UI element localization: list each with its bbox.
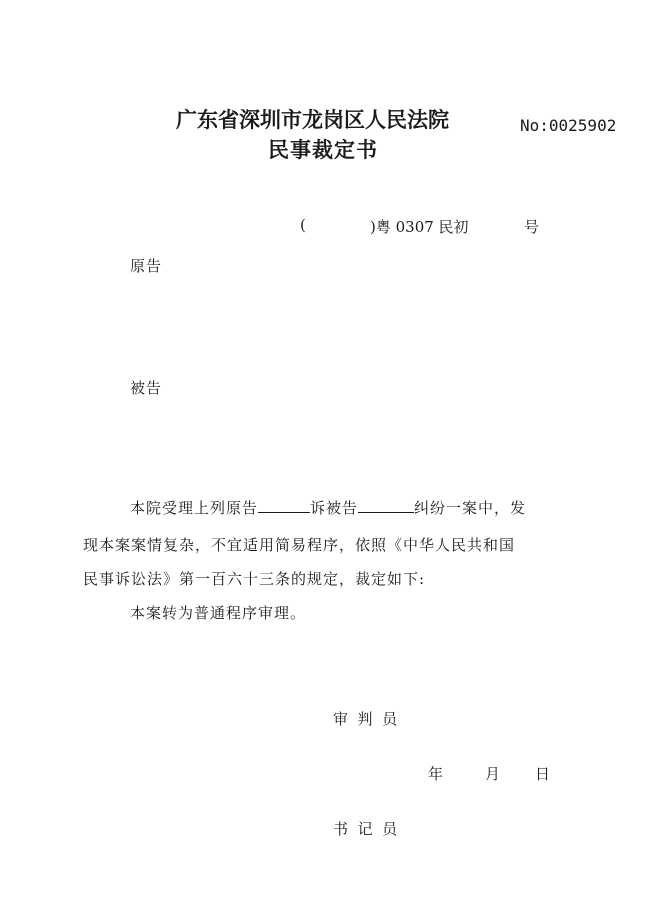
serial-number: No:0025902: [520, 116, 617, 135]
case-number-open-paren: (: [300, 216, 306, 234]
document-title: 民事裁定书: [268, 137, 378, 162]
body-line-1-part-2: 诉被告: [310, 499, 359, 517]
defendant-blank: [358, 498, 414, 513]
clerk-label: 书 记 员: [333, 820, 398, 838]
body-line-1-part-1: 本院受理上列原告: [130, 499, 259, 517]
body-line-3: 民事诉讼法》第一百六十三条的规定，裁定如下:: [83, 570, 426, 588]
plaintiff-blank: [258, 498, 310, 513]
date-month: 月: [485, 765, 501, 783]
plaintiff-label: 原告: [130, 257, 163, 275]
defendant-label: 被告: [130, 379, 163, 397]
date-day: 日: [535, 765, 551, 783]
judge-label: 审 判 员: [333, 710, 398, 728]
body-line-1: [130, 497, 526, 518]
body-line-2: 现本案案情复杂，不宜适用简易程序，依照《中华人民共和国: [83, 536, 516, 554]
case-number-text: )粤 0307 民初: [370, 218, 469, 236]
ruling-text: 本案转为普通程序审理。: [130, 604, 307, 622]
body-line-1-part-3: 纠纷一案中，发: [414, 499, 527, 517]
court-name: 广东省深圳市龙岗区人民法院: [176, 107, 449, 132]
case-number-suffix: 号: [524, 218, 540, 236]
date-year: 年: [428, 765, 444, 783]
